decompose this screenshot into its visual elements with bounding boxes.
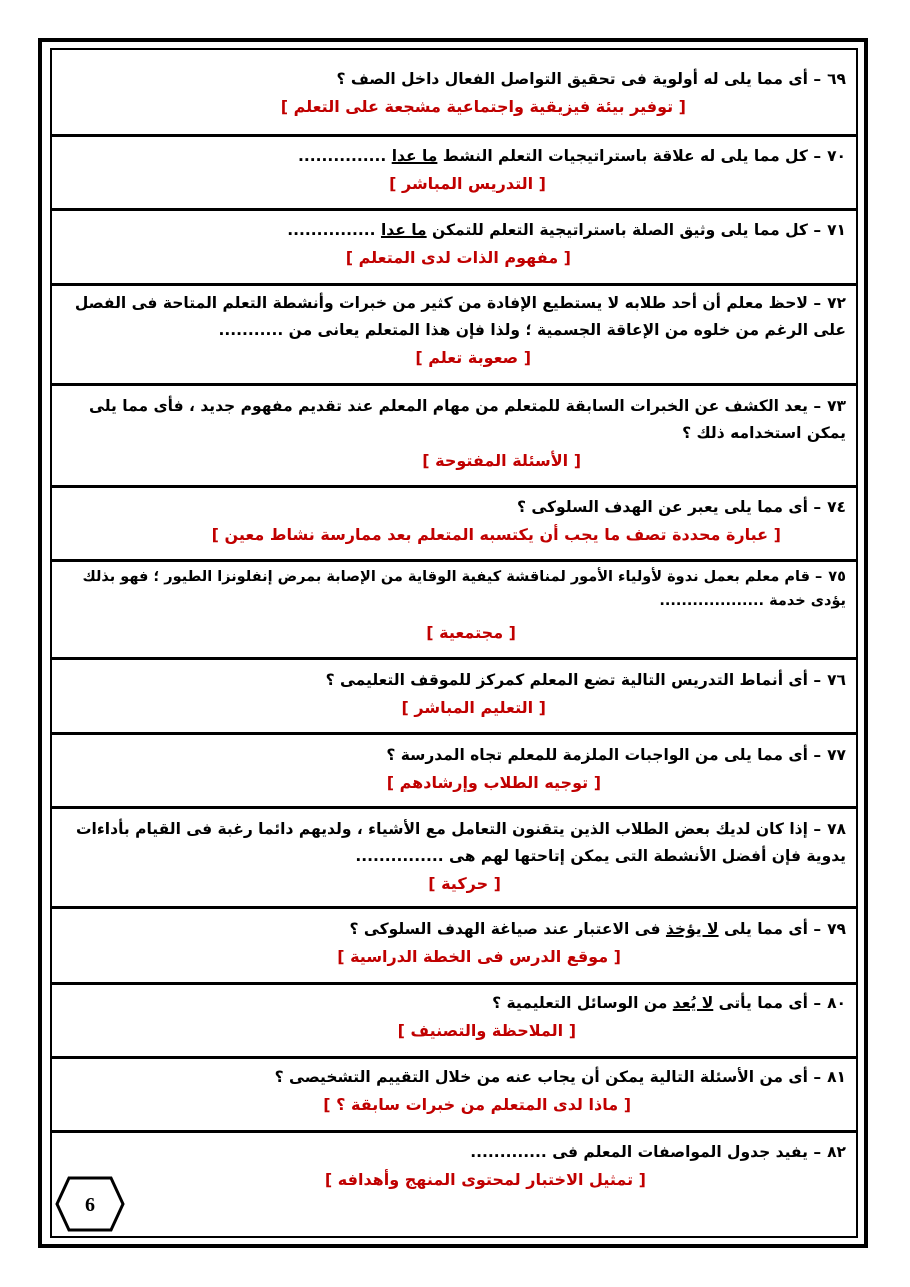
question-text: لاحظ معلم أن أحد طلابه لا يستطيع الإفادة من كثير من خبرات وأنشطة التعلم المتاحة فى الفصل على الرغم من خلوه من الإعاقة الجسمية ؛ ولذا فإن هذا المتعلم يعانى من ........... — [74, 294, 846, 339]
answer: [ مفهوم الذات لدى المتعلم ] — [345, 248, 571, 267]
answer: [ الأسئلة المفتوحة ] — [422, 451, 581, 470]
question-78: ٧٨– إذا كان لديك بعض الطلاب الذين يتقنون التعامل مع الأشياء ، ولديهم دائما رغبة فى القيام بأداءات يدوية فإن أفضل الأنشطة التى يمكن إتاحتها لهم هى ............... [ حركية ] — [52, 816, 856, 898]
question-text: أى من الأسئلة التالية يمكن أن يجاب عنه من خلال التقييم التشخيصى ؟ — [274, 1068, 808, 1086]
answer: [ موقع الدرس فى الخطة الدراسية ] — [337, 947, 621, 966]
answer: [ التدريس المباشر ] — [389, 174, 546, 193]
question-text: فى الاعتبار عند صياغة الهدف السلوكى ؟ — [349, 920, 661, 938]
question-number: ٧٧ — [827, 746, 846, 764]
question-number: ٨١ — [827, 1068, 846, 1086]
answer: [ تمثيل الاختبار لمحتوى المنهج وأهدافه ] — [324, 1170, 646, 1189]
question-text: أى أنماط التدريس التالية تضع المعلم كمركز للموقف التعليمى ؟ — [325, 671, 808, 689]
question-82: ٨٢– يفيد جدول المواصفات المعلم فى ............. [ تمثيل الاختبار لمحتوى المنهج وأهدافه ] — [52, 1139, 856, 1194]
divider — [52, 1130, 856, 1133]
question-number: ٧٣ — [827, 397, 846, 415]
question-number: ٧١ — [827, 221, 846, 239]
divider — [52, 559, 856, 562]
answer: [ مجتمعية ] — [426, 623, 516, 642]
divider — [52, 485, 856, 488]
answer: [ توفير بيئة فيزيقية واجتماعية مشجعة على التعلم ] — [280, 97, 686, 116]
divider — [52, 1056, 856, 1059]
answer: [ الملاحظة والتصنيف ] — [397, 1021, 576, 1040]
underlined-phrase: ما عدا — [391, 147, 438, 165]
divider — [52, 283, 856, 286]
question-text: يعد الكشف عن الخبرات السابقة للمتعلم من مهام المعلم عند تقديم مفهوم جديد ، فأى مما يلى يمكن استخدامه ذلك ؟ — [89, 397, 846, 442]
divider — [52, 208, 856, 211]
underlined-phrase: لا يُعد — [672, 994, 714, 1012]
underlined-phrase: لا يؤخذ — [665, 920, 719, 938]
page-number-badge — [55, 1176, 125, 1232]
question-text: أى مما يلى له أولوية فى تحقيق التواصل الفعال داخل الصف ؟ — [336, 70, 808, 88]
page-number: 6 — [85, 1194, 95, 1216]
question-text: كل مما يلى له علاقة باستراتيجيات التعلم النشط — [442, 147, 808, 165]
question-number: ٧٩ — [827, 920, 846, 938]
underlined-phrase: ما عدا — [380, 221, 427, 239]
question-text: أى مما يلى — [723, 920, 808, 938]
answer: [ ماذا لدى المتعلم من خبرات سابقة ؟ ] — [323, 1095, 631, 1114]
answer: [ عبارة محددة تصف ما يجب أن يكتسبه المتعلم بعد ممارسة نشاط معين ] — [211, 525, 781, 544]
question-number: ٧٥ — [828, 569, 846, 585]
divider — [52, 657, 856, 660]
answer: [ حركية ] — [428, 874, 501, 893]
question-72: ٧٢– لاحظ معلم أن أحد طلابه لا يستطيع الإفادة من كثير من خبرات وأنشطة التعلم المتاحة فى الفصل على الرغم من خلوه من الإعاقة الجسمية ؛ ولذا فإن هذا المتعلم يعانى من ........... [ صعوبة تعلم ] — [52, 290, 856, 372]
question-number: ٧٤ — [827, 498, 846, 516]
question-number: ٧٢ — [827, 294, 846, 312]
question-number: ٧٦ — [827, 671, 846, 689]
question-text: أى مما يلى من الواجبات الملزمة للمعلم تجاه المدرسة ؟ — [386, 746, 808, 764]
answer: [ التعليم المباشر ] — [401, 698, 546, 717]
question-text: إذا كان لديك بعض الطلاب الذين يتقنون التعامل مع الأشياء ، ولديهم دائما رغبة فى القيام بأداءات يدوية فإن أفضل الأنشطة التى يمكن إتاحتها لهم هى ............... — [75, 820, 846, 865]
divider — [52, 134, 856, 137]
question-text: قام معلم بعمل ندوة لأولياء الأمور لمناقشة كيفية الوقاية من الإصابة بمرض إنفلونزا الطيور ؛ فهو بذلك يؤدى خدمة ................... — [82, 569, 846, 609]
question-number: ٨٢ — [827, 1143, 846, 1161]
divider — [52, 982, 856, 985]
blank-dots: ............... — [297, 147, 387, 165]
question-number: ٧٠ — [827, 147, 846, 165]
question-text: أى مما يأتى — [718, 994, 808, 1012]
question-69: ٦٩– أى مما يلى له أولوية فى تحقيق التواصل الفعال داخل الصف ؟ [ توفير بيئة فيزيقية واجتماعية مشجعة على التعلم ] — [52, 66, 856, 121]
answer: [ توجيه الطلاب وإرشادهم ] — [386, 773, 601, 792]
divider — [52, 383, 856, 386]
question-text: من الوسائل التعليمية ؟ — [492, 994, 668, 1012]
divider — [52, 806, 856, 809]
question-73: ٧٣– يعد الكشف عن الخبرات السابقة للمتعلم من مهام المعلم عند تقديم مفهوم جديد ، فأى مما يلى يمكن استخدامه ذلك ؟ [ الأسئلة المفتوحة ] — [52, 393, 856, 475]
divider — [52, 906, 856, 909]
question-75: ٧٥– قام معلم بعمل ندوة لأولياء الأمور لمناقشة كيفية الوقاية من الإصابة بمرض إنفلونزا الطيور ؛ فهو بذلك يؤدى خدمة ................... [ مجتمعية ] — [52, 565, 856, 647]
question-text: يفيد جدول المواصفات المعلم فى ............. — [470, 1143, 808, 1161]
question-71: ٧١– كل مما يلى وثيق الصلة باستراتيجية التعلم للتمكن ما عدا ............... [ مفهوم الذات لدى المتعلم ] — [52, 217, 856, 272]
blank-dots: ............... — [287, 221, 376, 239]
question-81: ٨١– أى من الأسئلة التالية يمكن أن يجاب عنه من خلال التقييم التشخيصى ؟ [ ماذا لدى المتعلم من خبرات سابقة ؟ ] — [52, 1064, 856, 1119]
question-74: ٧٤– أى مما يلى يعبر عن الهدف السلوكى ؟ [ عبارة محددة تصف ما يجب أن يكتسبه المتعلم بعد ممارسة نشاط معين ] — [52, 494, 856, 549]
answer: [ صعوبة تعلم ] — [415, 348, 531, 367]
question-number: ٨٠ — [827, 994, 846, 1012]
question-79: ٧٩– أى مما يلى لا يؤخذ فى الاعتبار عند صياغة الهدف السلوكى ؟ [ موقع الدرس فى الخطة الدراسية ] — [52, 916, 856, 971]
question-77: ٧٧– أى مما يلى من الواجبات الملزمة للمعلم تجاه المدرسة ؟ [ توجيه الطلاب وإرشادهم ] — [52, 742, 856, 797]
question-76: ٧٦– أى أنماط التدريس التالية تضع المعلم كمركز للموقف التعليمى ؟ [ التعليم المباشر ] — [52, 667, 856, 722]
question-number: ٦٩ — [827, 70, 846, 88]
question-70: ٧٠– كل مما يلى له علاقة باستراتيجيات التعلم النشط ما عدا ............... [ التدريس المباشر ] — [52, 143, 856, 198]
question-number: ٧٨ — [827, 820, 846, 838]
divider — [52, 732, 856, 735]
question-80: ٨٠– أى مما يأتى لا يُعد من الوسائل التعليمية ؟ [ الملاحظة والتصنيف ] — [52, 990, 856, 1045]
question-text: أى مما يلى يعبر عن الهدف السلوكى ؟ — [516, 498, 808, 516]
question-text: كل مما يلى وثيق الصلة باستراتيجية التعلم للتمكن — [432, 221, 808, 239]
